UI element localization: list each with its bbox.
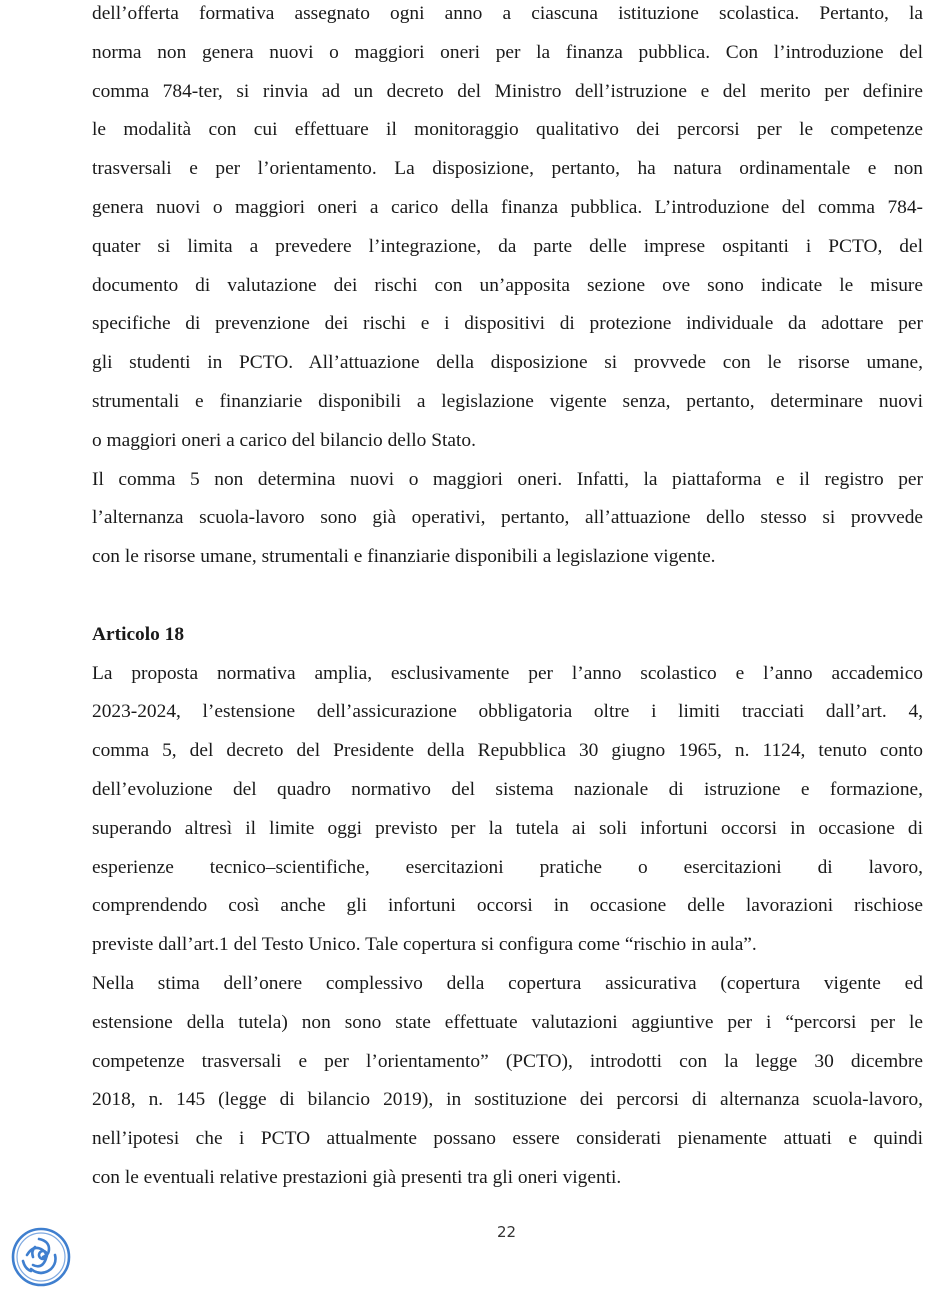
blank-line: [92, 577, 923, 616]
text-line: comprendendo così anche gli infortuni occorsi in occasione delle lavorazioni rischiose: [92, 895, 923, 917]
text-line: previste dall’art.1 del Testo Unico. Tale copertura si configura come “rischio in aula”.: [92, 934, 757, 956]
text-line: dell’offerta formativa assegnato ogni anno a ciascuna istituzione scolastica. Pertanto, la: [92, 3, 923, 24]
text-line: le modalità con cui effettuare il monitoraggio qualitativo dei percorsi per le competenze: [92, 119, 923, 141]
text-line: dell’evoluzione del quadro normativo del sistema nazionale di istruzione e formazione,: [92, 778, 923, 800]
paragraph-articolo-18-estimate: [92, 965, 923, 1198]
text-line: specifiche di prevenzione dei rischi e i dispositivi di protezione individuale da adottare per: [92, 313, 923, 335]
text-line: nell’ipotesi che i PCTO attualmente possano essere considerati pienamente attuati e quindi: [92, 1128, 923, 1150]
text-line: 2023-2024, l’estensione dell’assicurazione obbligatoria oltre i limiti tracciati dall’art. 4,: [92, 701, 923, 723]
text-line: superando altresì il limite oggi previsto per la tutela ai soli infortuni occorsi in occasione di: [92, 817, 923, 839]
text-line: l’alternanza scuola-lavoro sono già operativi, pertanto, all’attuazione dello stesso si provvede: [92, 507, 923, 529]
text-line: con le risorse umane, strumentali e finanziarie disponibili a legislazione vigente.: [92, 546, 716, 568]
text-line: La proposta normativa amplia, esclusivamente per l’anno scolastico e l’anno accademico: [92, 662, 923, 684]
text-line: esperienze tecnico–scientifiche, esercitazioni pratiche o esercitazioni di lavoro,: [92, 856, 923, 878]
paragraph-continuation: [92, 0, 923, 461]
text-line: strumentali e finanziarie disponibili a legislazione vigente senza, pertanto, determinare nuovi: [92, 390, 923, 412]
text-line: Nella stima dell’onere complessivo della copertura assicurativa (copertura vigente ed: [92, 972, 923, 994]
text-line: comma 5, del decreto del Presidente della Repubblica 30 giugno 1965, n. 1124, tenuto conto: [92, 740, 923, 762]
text-line: norma non genera nuovi o maggiori oneri per la finanza pubblica. Con l’introduzione del: [92, 41, 923, 63]
text-line: estensione della tutela) non sono state effettuate valutazioni aggiuntive per i “percorsi per le: [92, 1011, 923, 1033]
section-heading: Articolo 18: [92, 623, 185, 645]
paragraph-comma-5: [92, 461, 923, 577]
text-line: 2018, n. 145 (legge di bilancio 2019), in sostituzione dei percorsi di alternanza scuola-lavoro,: [92, 1089, 923, 1111]
text-line: documento di valutazione dei rischi con un’apposita sezione ove sono indicate le misure: [92, 274, 923, 296]
text-line: gli studenti in PCTO. All’attuazione della disposizione si provvede con le risorse umane,: [92, 352, 923, 374]
text-line: competenze trasversali e per l’orientamento” (PCTO), introdotti con la legge 30 dicembre: [92, 1050, 923, 1072]
text-line: comma 784-ter, si rinvia ad un decreto del Ministro dell’istruzione e del merito per definire: [92, 80, 923, 102]
paragraph-articolo-18-scope: [92, 655, 923, 965]
text-line: o maggiori oneri a carico del bilancio dello Stato.: [92, 429, 476, 451]
text-line: quater si limita a prevedere l’integrazione, da parte delle imprese ospitanti i PCTO, del: [92, 235, 923, 257]
page-number: 22: [496, 1223, 517, 1241]
text-line: Il comma 5 non determina nuovi o maggiori oneri. Infatti, la piattaforma e il registro per: [92, 468, 923, 490]
text-line: trasversali e per l’orientamento. La disposizione, pertanto, ha natura ordinamentale e non: [92, 158, 923, 180]
text-line: genera nuovi o maggiori oneri a carico della finanza pubblica. L’introduzione del comma 784-: [92, 196, 923, 218]
document-page: [92, 0, 923, 1198]
text-line: con le eventuali relative prestazioni già presenti tra gli oneri vigenti.: [92, 1166, 622, 1188]
